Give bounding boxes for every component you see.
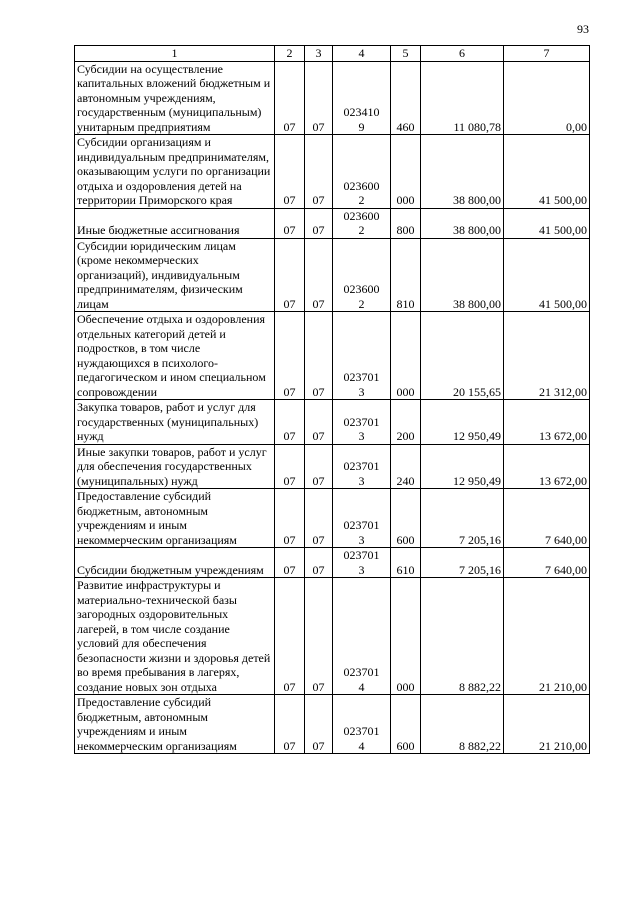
amount-cell: 7 205,16 <box>421 548 504 578</box>
table-row <box>75 578 590 695</box>
amount-cell: 38 800,00 <box>421 135 504 209</box>
target-article-bottom: 9 <box>358 119 365 134</box>
table-row <box>75 400 590 445</box>
target-article-cell <box>333 548 391 578</box>
table-row <box>75 61 590 135</box>
amount-cell: 11 080,78 <box>421 61 504 135</box>
target-article-cell <box>333 208 391 238</box>
table-row <box>75 238 590 312</box>
expense-type-cell: 000 <box>391 578 421 695</box>
expense-type-cell: 200 <box>391 400 421 445</box>
header-cell: 5 <box>391 46 421 62</box>
amount-cell: 7 205,16 <box>421 489 504 548</box>
target-article-cell <box>333 238 391 312</box>
target-article-cell <box>333 312 391 400</box>
target-article-top: 023701 <box>343 370 380 384</box>
expense-type-cell: 610 <box>391 548 421 578</box>
target-article-top: 023701 <box>343 665 380 679</box>
section-cell: 07 <box>275 238 305 312</box>
row-name-cell: Субсидии юридическим лицам (кроме некоммерческих организаций), индивидуальным предпринимателям, физическим лицам <box>75 238 275 312</box>
amount-cell: 7 640,00 <box>504 489 590 548</box>
amount-cell: 8 882,22 <box>421 695 504 754</box>
subsection-cell: 07 <box>305 238 333 312</box>
subsection-cell: 07 <box>305 444 333 489</box>
page-number: 93 <box>577 22 589 36</box>
section-cell: 07 <box>275 444 305 489</box>
section-cell: 07 <box>275 548 305 578</box>
subsection-cell: 07 <box>305 695 333 754</box>
amount-cell: 20 155,65 <box>421 312 504 400</box>
subsection-cell: 07 <box>305 400 333 445</box>
header-cell: 3 <box>305 46 333 62</box>
table-row <box>75 444 590 489</box>
target-article-top: 023600 <box>343 178 380 193</box>
section-cell: 07 <box>275 489 305 548</box>
row-name-cell: Предоставление субсидий бюджетным, автономным учреждениям и иным некоммерческим организациям <box>75 695 275 754</box>
section-cell: 07 <box>275 400 305 445</box>
amount-cell: 12 950,49 <box>421 400 504 445</box>
header-cell: 1 <box>75 46 275 62</box>
section-cell: 07 <box>275 135 305 209</box>
section-cell: 07 <box>275 695 305 754</box>
target-article-bottom: 3 <box>358 473 365 488</box>
target-article-top: 023701 <box>343 459 380 473</box>
amount-cell: 21 312,00 <box>504 312 590 400</box>
header-cell: 2 <box>275 46 305 62</box>
target-article-bottom: 3 <box>358 562 365 577</box>
row-name-cell: Иные бюджетные ассигнования <box>75 208 275 238</box>
target-article-cell <box>333 61 391 135</box>
expense-type-cell: 000 <box>391 135 421 209</box>
amount-cell: 21 210,00 <box>504 695 590 754</box>
amount-cell: 21 210,00 <box>504 578 590 695</box>
target-article-top: 023600 <box>343 208 380 223</box>
table-row <box>75 548 590 578</box>
row-name-cell: Субсидии на осуществление капитальных вложений бюджетным и автономным учреждениям, государственным (муниципальным) унитарным предприятиям <box>75 61 275 135</box>
header-cell: 4 <box>333 46 391 62</box>
target-article-cell <box>333 400 391 445</box>
amount-cell: 13 672,00 <box>504 444 590 489</box>
table-row <box>75 208 590 238</box>
header-cell: 7 <box>504 46 590 62</box>
amount-cell: 0,00 <box>504 61 590 135</box>
subsection-cell: 07 <box>305 61 333 135</box>
expense-type-cell: 600 <box>391 489 421 548</box>
target-article-top: 023701 <box>343 724 380 738</box>
section-cell: 07 <box>275 208 305 238</box>
section-cell: 07 <box>275 312 305 400</box>
row-name-cell: Субсидии бюджетным учреждениям <box>75 548 275 578</box>
target-article-cell <box>333 578 391 695</box>
subsection-cell: 07 <box>305 135 333 209</box>
target-article-cell <box>333 135 391 209</box>
row-name-cell: Предоставление субсидий бюджетным, автономным учреждениям и иным некоммерческим организациям <box>75 489 275 548</box>
row-name-cell: Обеспечение отдыха и оздоровления отдельных категорий детей и подростков, в том числе нуждающихся в психолого-педагогическом и ином специальном сопровождении <box>75 312 275 400</box>
table-row <box>75 695 590 754</box>
amount-cell: 38 800,00 <box>421 238 504 312</box>
expense-type-cell: 600 <box>391 695 421 754</box>
row-name-cell: Субсидии организациям и индивидуальным предпринимателям, оказывающим услуги по организации отдыха и оздоровления детей на территории Приморского края <box>75 135 275 209</box>
target-article-top: 023701 <box>343 548 380 562</box>
section-cell: 07 <box>275 578 305 695</box>
target-article-cell <box>333 489 391 548</box>
row-name-cell: Развитие инфраструктуры и материально-технической базы загородных оздоровительных лагерей, в том числе создание условий для обеспечения безопасности жизни и здоровья детей во время пребывания в лагерях, создание новых зон отдыха <box>75 578 275 695</box>
subsection-cell: 07 <box>305 312 333 400</box>
amount-cell: 13 672,00 <box>504 400 590 445</box>
table-row <box>75 489 590 548</box>
table-row <box>75 312 590 400</box>
target-article-bottom: 4 <box>358 679 365 694</box>
subsection-cell: 07 <box>305 208 333 238</box>
subsection-cell: 07 <box>305 489 333 548</box>
target-article-bottom: 2 <box>358 223 365 237</box>
table-row <box>75 135 590 209</box>
target-article-bottom: 3 <box>358 384 365 399</box>
target-article-top: 023600 <box>343 282 380 296</box>
target-article-bottom: 2 <box>358 193 365 207</box>
amount-cell: 12 950,49 <box>421 444 504 489</box>
target-article-top: 023701 <box>343 518 380 532</box>
target-article-cell <box>333 695 391 754</box>
amount-cell: 7 640,00 <box>504 548 590 578</box>
row-name-cell: Иные закупки товаров, работ и услуг для обеспечения государственных (муниципальных) нужд <box>75 444 275 489</box>
amount-cell: 41 500,00 <box>504 135 590 209</box>
expense-type-cell: 810 <box>391 238 421 312</box>
amount-cell: 8 882,22 <box>421 578 504 695</box>
expense-type-cell: 240 <box>391 444 421 489</box>
expense-type-cell: 000 <box>391 312 421 400</box>
target-article-bottom: 4 <box>358 738 365 753</box>
amount-cell: 38 800,00 <box>421 208 504 238</box>
target-article-bottom: 3 <box>358 429 365 443</box>
target-article-cell <box>333 444 391 489</box>
target-article-bottom: 3 <box>358 532 365 547</box>
expense-type-cell: 460 <box>391 61 421 135</box>
subsection-cell: 07 <box>305 578 333 695</box>
section-cell: 07 <box>275 61 305 135</box>
amount-cell: 41 500,00 <box>504 208 590 238</box>
target-article-bottom: 2 <box>358 296 365 311</box>
target-article-top: 023701 <box>343 414 380 429</box>
table-header-row <box>75 46 590 62</box>
target-article-top: 023410 <box>343 105 380 119</box>
header-cell: 6 <box>421 46 504 62</box>
row-name-cell: Закупка товаров, работ и услуг для государственных (муниципальных) нужд <box>75 400 275 445</box>
budget-table <box>74 45 590 754</box>
expense-type-cell: 800 <box>391 208 421 238</box>
amount-cell: 41 500,00 <box>504 238 590 312</box>
subsection-cell: 07 <box>305 548 333 578</box>
